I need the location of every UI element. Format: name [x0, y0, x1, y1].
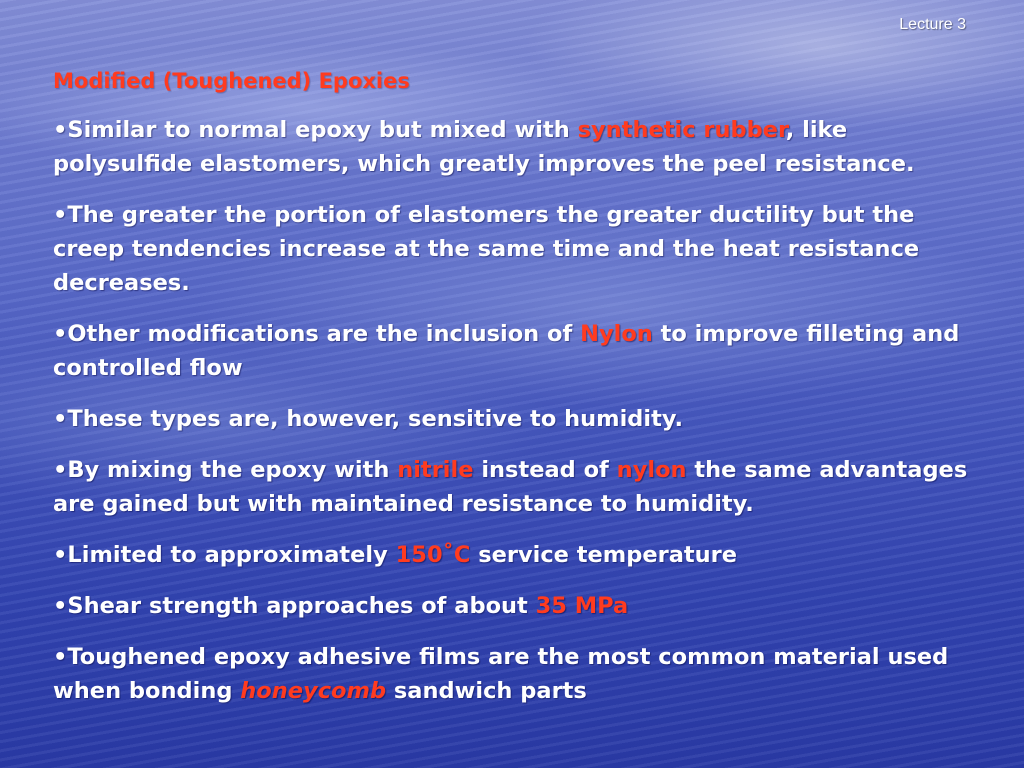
bullet-text: The greater the portion of elastomers the greater ductility but the creep tendencies increase at the same time and the heat resistance decreases.	[53, 202, 920, 296]
highlighted-term: nitrile	[397, 457, 474, 483]
bullet-text: service temperature	[470, 542, 738, 568]
bullet-item	[53, 589, 983, 623]
bullet-marker: •	[53, 321, 68, 347]
bullet-text: By mixing the epoxy with	[67, 457, 398, 483]
bullet-text: Toughened epoxy adhesive films are the most common material used when bonding	[53, 644, 949, 704]
bullet-marker: •	[53, 202, 68, 228]
bullet-text: sandwich parts	[386, 678, 587, 704]
bullet-text: Other modifications are the inclusion of	[67, 321, 581, 347]
bullet-text: instead of	[473, 457, 617, 483]
bullet-item	[53, 640, 983, 708]
highlighted-term: nylon	[616, 457, 687, 483]
slide-content	[53, 64, 983, 708]
bullet-marker: •	[53, 457, 68, 483]
bullet-text: Shear strength approaches of about	[67, 593, 536, 619]
bullet-text: Limited to approximately	[67, 542, 396, 568]
bullet-text: to improve filleting and controlled flow	[53, 321, 960, 381]
bullet-item	[53, 402, 983, 436]
bullet-text: These types are, however, sensitive to humidity.	[67, 406, 684, 432]
highlighted-term: synthetic rubber	[577, 117, 786, 143]
lecture-label: Lecture 3	[899, 16, 966, 33]
bullet-item	[53, 113, 983, 181]
bullet-marker: •	[53, 542, 68, 568]
bullet-text: , like polysulfide elastomers, which greatly improves the peel resistance.	[53, 117, 915, 177]
bullet-marker: •	[53, 406, 68, 432]
bullet-text: the same advantages are gained but with maintained resistance to humidity.	[53, 457, 968, 517]
bullet-text: Similar to normal epoxy but mixed with	[67, 117, 578, 143]
bullet-marker: •	[53, 117, 68, 143]
bullet-item	[53, 453, 983, 521]
highlighted-term: honeycomb	[240, 678, 387, 704]
highlighted-term: Nylon	[580, 321, 653, 347]
bullet-item	[53, 317, 983, 385]
highlighted-term: 35 MPa	[535, 593, 629, 619]
bullet-item	[53, 538, 983, 572]
bullet-marker: •	[53, 644, 68, 670]
bullet-marker: •	[53, 593, 68, 619]
highlighted-term: 150˚C	[395, 542, 471, 568]
bullet-item	[53, 198, 983, 300]
slide-title: Modified (Toughened) Epoxies	[53, 69, 410, 93]
